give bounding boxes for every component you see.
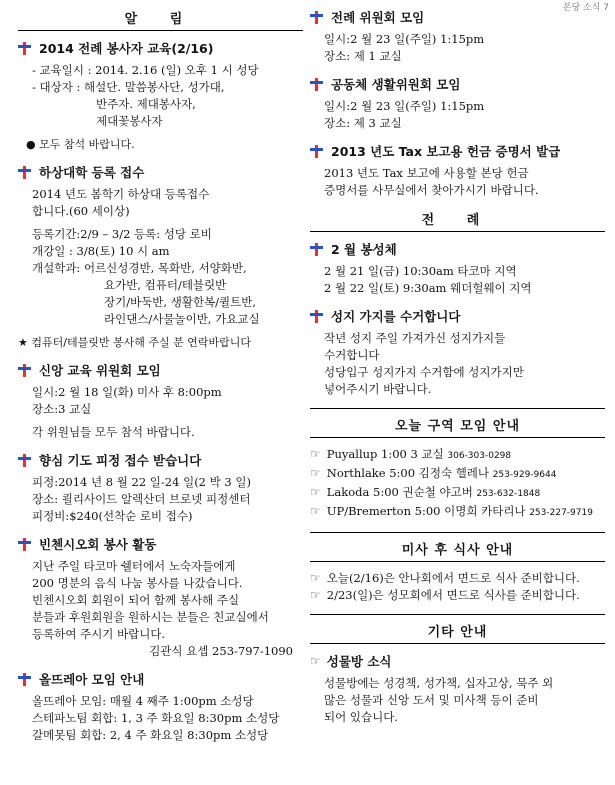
meal-header: 미사 후 식사 안내	[310, 532, 605, 562]
contact: 김관식 요셉 253-797-1090	[149, 644, 293, 658]
text-line: 피정:2014 년 8 월 22 일-24 일(2 박 3 일)	[32, 475, 251, 489]
text-line: 200 명분의 음식 나눔 봉사를 나갔습니다.	[32, 576, 243, 590]
text-line: - 대상자 : 해설단. 말씀봉사단, 성가대,	[32, 80, 225, 94]
note: ★ 컴퓨터/테블릿반 봉사해 주실 분 연락바랍니다	[18, 336, 251, 349]
notice-liturgy-committee	[310, 8, 605, 65]
text-line: 분들과 후원회원을 원하시는 분들은 친교실에서	[32, 610, 269, 624]
notice-prayer-retreat	[18, 451, 303, 525]
left-column	[18, 8, 303, 754]
text-line: 피정비:$240(선착순 로비 접수)	[32, 509, 193, 523]
text-line: 라인댄스/사물놀이반, 가요교실	[104, 312, 260, 326]
meal-item: ☞ 오늘(2/16)은 안나회에서 면드로 식사 준비합니다.	[310, 571, 580, 585]
cross-icon	[18, 673, 31, 686]
text-line: 2 월 22 일(토) 9:30am 웨더헐웨이 지역	[324, 281, 532, 295]
notice-faith-education	[18, 361, 303, 441]
text-line: 성당입구 성지가지 수거함에 성지가지만	[324, 365, 524, 379]
cross-icon	[310, 78, 323, 91]
cross-icon	[18, 166, 31, 179]
item-title: 올뜨레아 모임 안내	[39, 672, 145, 687]
text-line: 개설학과: 어르신성경반, 목화반, 서양화반,	[32, 261, 247, 275]
district-header: 오늘 구역 모임 안내	[310, 408, 605, 438]
pointing-hand-icon: ☞	[310, 447, 321, 461]
pointing-hand-icon: ☞	[310, 504, 321, 518]
text-line: 일시:2 월 23 일(주일) 1:15pm	[324, 32, 485, 46]
item-title: 2 월 봉성체	[331, 242, 397, 257]
text-line: 스테파노팀 회합: 1, 3 주 화요일 8:30pm 소성당	[32, 711, 280, 725]
text-line: 요가반, 컴퓨터/테블릿반	[104, 278, 227, 292]
text-line: 지난 주일 타코마 쉘터에서 노숙자들에게	[32, 559, 236, 573]
text-line: 많은 성물과 신앙 도서 및 미사책 등이 준비	[324, 693, 539, 707]
liturgy-header: 전 례	[310, 209, 605, 232]
meal-item: ☞ 2/23(일)은 성모회에서 면드로 식사를 준비합니다.	[310, 588, 580, 602]
district-item: ☞ UP/Bremerton 5:00 이명희 카타리나 253-227-9719	[310, 504, 593, 518]
text-line: 일시:2 월 23 일(주일) 1:15pm	[324, 99, 485, 113]
cross-icon	[18, 42, 31, 55]
pointing-hand-icon: ☞	[310, 654, 321, 668]
item-title: 성지 가지를 수거합니다	[331, 309, 461, 324]
pointing-hand-icon: ☞	[310, 571, 321, 585]
text-line: 넣어주시기 바랍니다.	[324, 382, 432, 396]
pointing-hand-icon: ☞	[310, 588, 321, 602]
text-line: 2014 년도 봄학기 하상대 등록접수	[32, 187, 210, 201]
cross-icon	[18, 364, 31, 377]
text-line: 등록기간:2/9 – 3/2 등록: 성당 로비	[32, 227, 212, 241]
cross-icon	[310, 11, 323, 24]
notice-oltreia	[18, 670, 303, 744]
text-line: - 교육일시 : 2014. 2.16 (일) 오후 1 시 성당	[32, 63, 259, 77]
text-line: 개강일 : 3/8(토) 10 시 am	[32, 244, 170, 258]
item-title: 전례 위원회 모임	[331, 10, 425, 25]
notice-liturgy-training	[18, 39, 303, 153]
page-tag: 본당 소식 7	[562, 3, 609, 13]
item-title: 2014 전례 봉사자 교육(2/16)	[39, 41, 214, 56]
district-item: ☞ Puyallup 1:00 3 교실 306-303-0298	[310, 447, 512, 461]
notice-communion-visits	[310, 240, 605, 297]
item-title: 빈첸시오회 봉사 활동	[39, 537, 157, 552]
text-line: 작년 성지 주일 가져가신 성지가지들	[324, 331, 506, 345]
notice-hasang-college	[18, 163, 303, 351]
text-line: 장소: 쾰리사이드 알렉산더 브로넷 피정센터	[32, 492, 251, 506]
right-column	[310, 8, 605, 736]
district-item: ☞ Lakoda 5:00 권순철 야고버 253-632-1848	[310, 485, 541, 499]
text-line: 2 월 21 일(금) 10:30am 타코마 지역	[324, 264, 517, 278]
district-list	[310, 446, 605, 522]
text-line: 장기/바둑반, 생활한복/퀼트반,	[104, 295, 257, 309]
cross-icon	[18, 454, 31, 467]
text-line: 제대꽃봉사자	[96, 114, 163, 128]
text-line: 되어 있습니다.	[324, 710, 398, 724]
item-title: 하상대학 등록 접수	[39, 165, 145, 180]
text-line: 장소: 제 3 교실	[324, 116, 402, 130]
item-title: 공동체 생활위원회 모임	[331, 77, 461, 92]
etc-header: 기타 안내	[310, 614, 605, 644]
text-line: 등록하여 주시기 바랍니다.	[32, 627, 166, 641]
pointing-hand-icon: ☞	[310, 485, 321, 499]
text-line: 2013 년도 Tax 보고에 사용할 본당 헌금	[324, 166, 529, 180]
notice-gift-shop	[310, 652, 605, 726]
pointing-hand-icon: ☞	[310, 466, 321, 480]
text-line: 수거합니다	[324, 348, 380, 362]
item-title: 신앙 교육 위원회 모임	[39, 363, 161, 378]
cross-icon	[18, 538, 31, 551]
text-line: 올뜨레아 모임: 매월 4 째주 1:00pm 소성당	[32, 694, 254, 708]
text-line: 성물방에는 성경책, 성가책, 십자고상, 묵주 외	[324, 676, 554, 690]
text-line: 반주자. 제대봉사자,	[96, 97, 196, 111]
note: ● 모두 참석 바랍니다.	[26, 138, 135, 151]
item-title: 성물방 소식	[326, 654, 392, 669]
item-title: 향심 기도 피정 접수 받습니다	[39, 453, 202, 468]
text-line: 장소: 제 1 교실	[324, 49, 402, 63]
notice-palm-collection	[310, 307, 605, 398]
meal-list	[310, 570, 605, 604]
text-line: 일시:2 월 18 일(화) 미사 후 8:00pm	[32, 385, 222, 399]
notice-community-committee	[310, 75, 605, 132]
text-line: 합니다.(60 세이상)	[32, 204, 130, 218]
notice-vincent-society	[18, 535, 303, 660]
text-line: 장소:3 교실	[32, 402, 92, 416]
text-line: 빈첸시오회 회원이 되어 함께 봉사해 주실	[32, 593, 240, 607]
notice-tax-certificate	[310, 142, 605, 199]
cross-icon	[310, 310, 323, 323]
district-item: ☞ Northlake 5:00 김정숙 헬레나 253-929-9644	[310, 466, 557, 480]
text-line: 증명서를 사무실에서 찾아가시기 바랍니다.	[324, 183, 539, 197]
notice-header: 알 림	[18, 8, 303, 31]
item-title: 2013 년도 Tax 보고용 헌금 증명서 발급	[331, 144, 561, 159]
text-line: 각 위원님들 모두 참석 바랍니다.	[32, 425, 195, 439]
cross-icon	[310, 243, 323, 256]
cross-icon	[310, 145, 323, 158]
text-line: 갈메못팀 회합: 2, 4 주 화요일 8:30pm 소성당	[32, 728, 269, 742]
